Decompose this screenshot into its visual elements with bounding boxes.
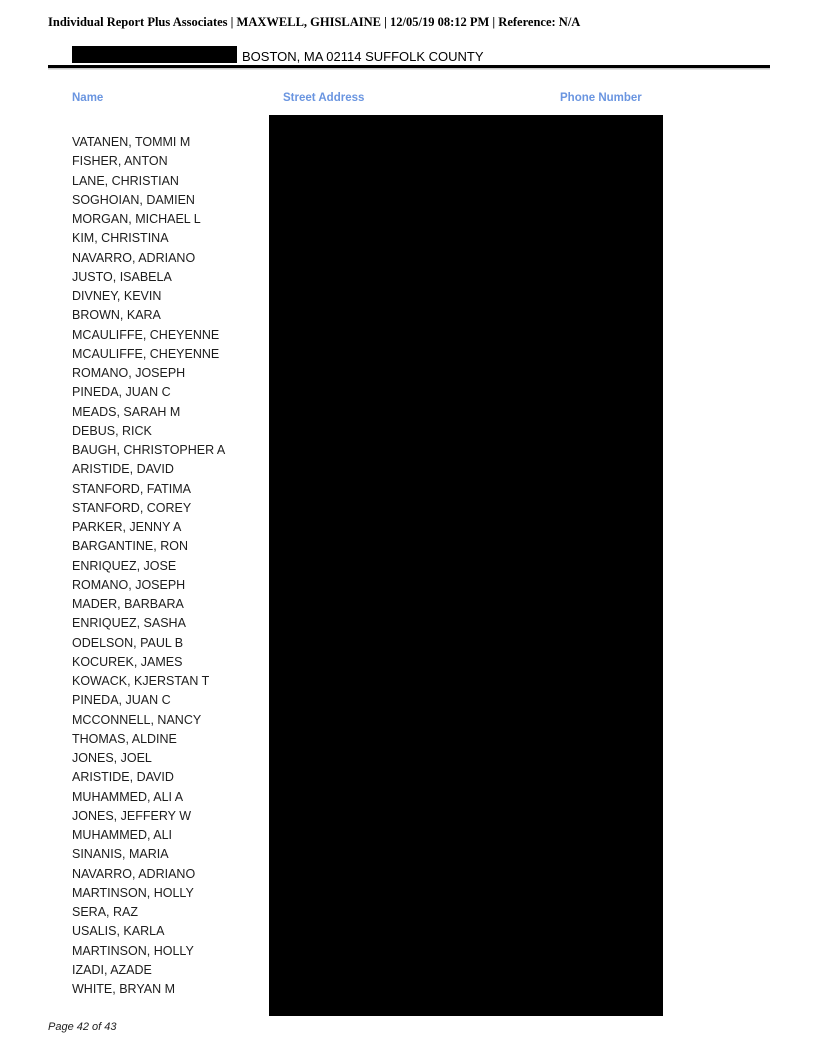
name-row: JONES, JEFFERY W	[72, 808, 192, 823]
name-row: JONES, JOEL	[72, 751, 152, 765]
name-row: NAVARRO, ADRIANO	[72, 866, 196, 881]
name-row: MARTINSON, HOLLY	[72, 943, 194, 958]
name-row: MUHAMMED, ALI	[72, 828, 173, 842]
name-row: ROMANO, JOSEPH	[72, 577, 186, 592]
name-row: NAVARRO, ADRIANO	[72, 250, 196, 265]
redacted-subject-address	[72, 46, 237, 63]
name-row: FISHER, ANTON	[72, 154, 168, 169]
name-row: KIM, CHRISTINA	[72, 231, 169, 246]
name-row: MCAULIFFE, CHEYENNE	[72, 327, 220, 342]
name-row: KOCUREK, JAMES	[72, 654, 183, 669]
name-row: PARKER, JENNY A	[72, 520, 182, 534]
redacted-address-phone-block	[269, 115, 663, 1016]
name-row: SERA, RAZ	[72, 905, 138, 919]
name-row: PINEDA, JUAN C	[72, 693, 171, 708]
name-row: VATANEN, TOMMI M	[72, 135, 191, 149]
header-divider-rule	[48, 65, 770, 68]
name-row: KOWACK, KJERSTAN T	[72, 674, 210, 688]
column-header-street-address: Street Address	[283, 92, 365, 104]
name-row: MADER, BARBARA	[72, 597, 184, 611]
name-row: DEBUS, RICK	[72, 423, 152, 438]
name-row: BROWN, KARA	[72, 308, 161, 323]
name-row: IZADI, AZADE	[72, 962, 152, 977]
name-row: STANFORD, COREY	[72, 500, 192, 515]
name-row: ENRIQUEZ, SASHA	[72, 616, 186, 631]
name-row: MUHAMMED, ALI A	[72, 789, 184, 804]
name-row: SINANIS, MARIA	[72, 847, 169, 862]
name-row: JUSTO, ISABELA	[72, 269, 172, 284]
name-row: THOMAS, ALDINE	[72, 731, 177, 746]
name-row: ARISTIDE, DAVID	[72, 462, 174, 477]
name-row: DIVNEY, KEVIN	[72, 289, 162, 303]
name-row: MORGAN, MICHAEL L	[72, 212, 201, 226]
name-row: MARTINSON, HOLLY	[72, 885, 194, 900]
page-number-label: Page 42 of 43	[48, 1021, 117, 1033]
name-row: ARISTIDE, DAVID	[72, 770, 174, 785]
name-row: BARGANTINE, RON	[72, 539, 188, 554]
names-list	[72, 133, 267, 999]
name-row: STANFORD, FATIMA	[72, 481, 191, 496]
name-row: MEADS, SARAH M	[72, 404, 181, 419]
name-row: USALIS, KARLA	[72, 924, 165, 939]
name-row: ODELSON, PAUL B	[72, 635, 184, 650]
subject-city-state-county: BOSTON, MA 02114 SUFFOLK COUNTY	[242, 49, 484, 64]
name-row: SOGHOIAN, DAMIEN	[72, 192, 195, 207]
column-header-name: Name	[72, 92, 104, 104]
column-header-phone-number: Phone Number	[560, 92, 642, 104]
name-row: LANE, CHRISTIAN	[72, 173, 179, 188]
name-row: ENRIQUEZ, JOSE	[72, 558, 177, 573]
name-row: WHITE, BRYAN M	[72, 982, 176, 996]
name-row: PINEDA, JUAN C	[72, 385, 171, 400]
name-row: MCAULIFFE, CHEYENNE	[72, 346, 220, 361]
name-row: BAUGH, CHRISTOPHER A	[72, 443, 226, 457]
report-title: Individual Report Plus Associates | MAXWELL, GHISLAINE | 12/05/19 08:12 PM | Reference: N/A	[48, 15, 581, 29]
name-row: MCCONNELL, NANCY	[72, 712, 202, 727]
name-row: ROMANO, JOSEPH	[72, 366, 186, 380]
